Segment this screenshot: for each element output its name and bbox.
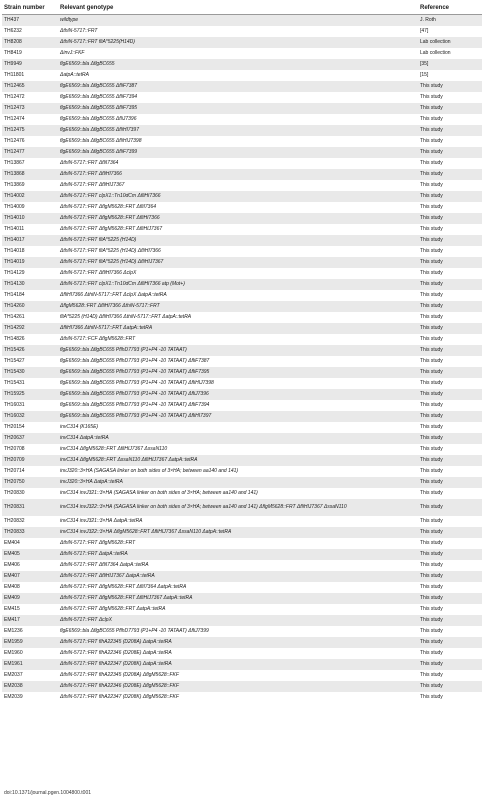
genotype-cell: invC314 invJ321::3×HA (SAGASA linker on both sides of 3×HA; between aa140 and 141)	[58, 488, 418, 499]
genotype-cell: invJ320::3×HA ΔatpA::tetRA	[58, 477, 418, 488]
table-row	[2, 235, 482, 246]
genotype-cell: invC314 (K165E)	[58, 422, 418, 433]
strain-number-cell: TH20750	[2, 477, 58, 488]
reference-cell: [47]	[418, 26, 482, 37]
table-row	[2, 670, 482, 681]
genotype-cell: ΔthiN-5717::FRT ΔfliHI7366 ΔclpX	[58, 268, 418, 279]
reference-cell: This study	[418, 692, 482, 703]
table-row	[2, 389, 482, 400]
reference-cell: This study	[418, 466, 482, 477]
genotype-cell: ΔthiN-5717::FRT ΔfliI7364	[58, 158, 418, 169]
table-body	[2, 15, 482, 703]
genotype-cell: invC314 invJ321::3×HA ΔatpA::tetRA	[58, 516, 418, 527]
reference-cell: This study	[418, 560, 482, 571]
strain-number-cell: EM1959	[2, 637, 58, 648]
table-row	[2, 37, 482, 48]
genotype-cell: invC314 invJ322::3×HA ΔflgM5628::FRT ΔfliHIJ7367 ΔssaN110 ΔatpA::tetRA	[58, 527, 418, 538]
strain-number-cell: TH15426	[2, 345, 58, 356]
strain-number-cell: TH11801	[2, 70, 58, 81]
table-row	[2, 378, 482, 389]
genotype-cell: flgE6569::bla ΔflgBC655 PflhD7793 (P1+P4 -10 TATAAT) ΔfliJ7396	[58, 389, 418, 400]
table-row	[2, 169, 482, 180]
reference-cell: This study	[418, 191, 482, 202]
genotype-cell: ΔinvJ::FKF	[58, 48, 418, 59]
reference-cell: This study	[418, 681, 482, 692]
reference-cell: This study	[418, 648, 482, 659]
strain-number-cell: TH14009	[2, 202, 58, 213]
strain-number-cell: EM409	[2, 593, 58, 604]
strain-number-cell: TH14129	[2, 268, 58, 279]
reference-cell: This study	[418, 224, 482, 235]
genotype-cell: ΔthiN-5717::FRT ΔfliHIJ7367	[58, 180, 418, 191]
reference-cell: This study	[418, 114, 482, 125]
genotype-cell: wildtype	[58, 15, 418, 26]
reference-cell: This study	[418, 444, 482, 455]
reference-cell: Lab collection	[418, 37, 482, 48]
reference-cell: This study	[418, 279, 482, 290]
genotype-cell: flgE6569::bla ΔflgBC655 ΔfliHIJ7398	[58, 136, 418, 147]
reference-cell: This study	[418, 615, 482, 626]
genotype-cell: ΔthiN-5717::FRT ΔflgM5628::FRT ΔfliI7364	[58, 202, 418, 213]
genotype-cell: flgE6569::bla ΔflgBC655 PflhD7793 (P1+P4 -10 TATAAT)	[58, 345, 418, 356]
reference-cell: This study	[418, 136, 482, 147]
reference-cell: This study	[418, 604, 482, 615]
genotype-cell: flgE6569::bla ΔflgBC655 PflhD7793 (P1+P4 -10 TATAAT) ΔfliF7395	[58, 367, 418, 378]
table-row	[2, 367, 482, 378]
genotype-cell: flgE6569::bla ΔflgBC655 ΔfliF7395	[58, 103, 418, 114]
reference-cell: Lab collection	[418, 48, 482, 59]
strain-number-cell: TH14019	[2, 257, 58, 268]
genotype-cell: flgE6569::bla ΔflgBC655	[58, 59, 418, 70]
header-strain-number: Strain number	[2, 2, 58, 15]
reference-cell: This study	[418, 268, 482, 279]
genotype-cell: flgE6569::bla ΔflgBC655 PflhD7793 (P1+P4 -10 TATAAT) ΔfliHIJ7398	[58, 378, 418, 389]
strain-number-cell: EM2038	[2, 681, 58, 692]
genotype-cell: ΔatpA::tetRA	[58, 70, 418, 81]
genotype-cell: ΔthiN-5717::FRT flhA22345 (D208A) ΔflgM5628::FKF	[58, 670, 418, 681]
strain-number-cell: TH8208	[2, 37, 58, 48]
reference-cell: This study	[418, 538, 482, 549]
strain-number-cell: EM417	[2, 615, 58, 626]
genotype-cell: ΔthiN-5717::FRT ΔflgM5628::FRT ΔatpA::tetRA	[58, 604, 418, 615]
strain-number-cell: TH14010	[2, 213, 58, 224]
strain-number-cell: TH15430	[2, 367, 58, 378]
strain-number-cell: TH16032	[2, 411, 58, 422]
table-row	[2, 323, 482, 334]
table-row	[2, 455, 482, 466]
table-row	[2, 615, 482, 626]
table-row	[2, 136, 482, 147]
strain-number-cell: TH20709	[2, 455, 58, 466]
genotype-cell: ΔthiN-5717::FRT ΔflgM5628::FRT	[58, 538, 418, 549]
strain-number-cell: TH12475	[2, 125, 58, 136]
reference-cell: This study	[418, 516, 482, 527]
table-row	[2, 400, 482, 411]
strain-number-cell: TH9949	[2, 59, 58, 70]
genotype-cell: ΔthiN-5717::FRT ΔflgM5628::FRT ΔfliI7364 ΔatpA::tetRA	[58, 582, 418, 593]
genotype-cell: invC314 ΔatpA::tetRA	[58, 433, 418, 444]
genotype-cell: ΔthiN-5717::FRT flhA22347 (D208K) ΔflgM5628::FKF	[58, 692, 418, 703]
strain-number-cell: EM2037	[2, 670, 58, 681]
strain-number-cell: TH15925	[2, 389, 58, 400]
strain-number-cell: TH14260	[2, 301, 58, 312]
reference-cell: This study	[418, 378, 482, 389]
strain-number-cell: TH14261	[2, 312, 58, 323]
table-row	[2, 538, 482, 549]
table-row	[2, 549, 482, 560]
table-row	[2, 637, 482, 648]
reference-cell: This study	[418, 356, 482, 367]
table-row	[2, 92, 482, 103]
reference-cell: This study	[418, 433, 482, 444]
genotype-cell: ΔflgM5628::FRT ΔfliHI7366 ΔthiN-5717::FRT	[58, 301, 418, 312]
genotype-cell: ΔthiN-5717::FRT clpX1::Tn10dCm ΔfliHI7366 atp (Mot+)	[58, 279, 418, 290]
reference-cell: This study	[418, 169, 482, 180]
genotype-cell: flgE6569::bla ΔflgBC655 PflhD7793 (P1+P4 -10 TATAAT) ΔfliF7387	[58, 356, 418, 367]
reference-cell: This study	[418, 389, 482, 400]
genotype-cell: ΔthiN-5717::FRT ΔfliI7364 ΔatpA::tetRA	[58, 560, 418, 571]
genotype-cell: ΔfliHI7366 ΔthiN-5717::FRT ΔatpA::tetRA	[58, 323, 418, 334]
reference-cell: This study	[418, 125, 482, 136]
reference-cell: This study	[418, 92, 482, 103]
genotype-cell: ΔthiN-5717::FRT ΔclpX	[58, 615, 418, 626]
reference-cell: This study	[418, 235, 482, 246]
table-row	[2, 191, 482, 202]
table-row	[2, 202, 482, 213]
strain-number-cell: TH15431	[2, 378, 58, 389]
reference-cell: This study	[418, 257, 482, 268]
table-row	[2, 246, 482, 257]
genotype-cell: invC314 ΔflgM5628::FRT ΔfliHIJ7367 ΔssaN110	[58, 444, 418, 455]
genotype-cell: ΔthiN-5717::FRT fliA*5225 (H14D) ΔfliHI7366	[58, 246, 418, 257]
reference-cell: This study	[418, 400, 482, 411]
genotype-cell: ΔthiN-5717::FRT flhA22347 (D208K) ΔatpA::tetRA	[58, 659, 418, 670]
strain-number-cell: TH8419	[2, 48, 58, 59]
reference-cell: This study	[418, 246, 482, 257]
table-row	[2, 81, 482, 92]
genotype-cell: flgE6569::bla ΔflgBC655 PflhD7793 (P1+P4 -10 TATAAT) ΔfliHI7397	[58, 411, 418, 422]
strain-number-cell: TH14292	[2, 323, 58, 334]
table-row	[2, 681, 482, 692]
table-row	[2, 433, 482, 444]
strain-number-cell: EM405	[2, 549, 58, 560]
strain-number-cell: TH16031	[2, 400, 58, 411]
genotype-cell: flgE6569::bla ΔflgBC655 ΔfliF7399	[58, 147, 418, 158]
strain-number-cell: TH14002	[2, 191, 58, 202]
table-row	[2, 477, 482, 488]
doi-footnote: doi:10.1371/journal.pgen.1004800.t001	[4, 790, 92, 796]
strain-number-cell: TH437	[2, 15, 58, 26]
genotype-cell: flgE6569::bla ΔflgBC655 ΔfliF7387	[58, 81, 418, 92]
strain-number-cell: TH20833	[2, 527, 58, 538]
table-row	[2, 158, 482, 169]
genotype-cell: invJ320::3×HA (SAGASA linker on both sides of 3×HA; between aa140 and 141)	[58, 466, 418, 477]
strain-number-cell: TH15427	[2, 356, 58, 367]
genotype-cell: ΔthiN-5717::FRT ΔflgM5628::FRT ΔfliHIJ7367	[58, 224, 418, 235]
table-row	[2, 59, 482, 70]
table-row	[2, 345, 482, 356]
reference-cell: This study	[418, 323, 482, 334]
table-row	[2, 411, 482, 422]
genotype-cell: fliA*5225 (H14D) ΔfliHI7366 ΔthiN-5717::FRT ΔatpA::tetRA	[58, 312, 418, 323]
reference-cell: This study	[418, 571, 482, 582]
strain-number-cell: TH20637	[2, 433, 58, 444]
table-row	[2, 70, 482, 81]
strain-number-cell: TH12476	[2, 136, 58, 147]
table-row	[2, 604, 482, 615]
reference-cell: [35]	[418, 59, 482, 70]
strain-number-cell: EM1961	[2, 659, 58, 670]
table-row	[2, 48, 482, 59]
strain-number-cell: TH20832	[2, 516, 58, 527]
reference-cell: This study	[418, 411, 482, 422]
strain-number-cell: EM407	[2, 571, 58, 582]
strain-number-cell: TH12472	[2, 92, 58, 103]
strain-number-cell: TH20714	[2, 466, 58, 477]
table-row	[2, 103, 482, 114]
table-header	[2, 2, 482, 15]
strain-number-cell: TH14130	[2, 279, 58, 290]
genotype-cell: flgE6569::bla ΔflgBC655 PflhD7793 (P1+P4 -10 TATAAT) ΔfliJ7399	[58, 626, 418, 637]
strain-number-cell: TH14017	[2, 235, 58, 246]
table-row	[2, 356, 482, 367]
table-row	[2, 15, 482, 26]
genotype-cell: flgE6569::bla ΔflgBC655 ΔfliF7394	[58, 92, 418, 103]
table-row	[2, 648, 482, 659]
genotype-cell: ΔthiN-5717::FRT fliA*5225 (H14D)	[58, 235, 418, 246]
reference-cell: This study	[418, 147, 482, 158]
table-row	[2, 626, 482, 637]
table-row	[2, 582, 482, 593]
genotype-cell: invC314 ΔflgM5628::FRT ΔssaN110 ΔfliHIJ7367 ΔatpA::tetRA	[58, 455, 418, 466]
reference-cell: This study	[418, 158, 482, 169]
reference-cell: J. Roth	[418, 15, 482, 26]
reference-cell: [15]	[418, 70, 482, 81]
table-row	[2, 560, 482, 571]
reference-cell: This study	[418, 499, 482, 516]
table-row	[2, 301, 482, 312]
reference-cell: This study	[418, 367, 482, 378]
reference-cell: This study	[418, 637, 482, 648]
reference-cell: This study	[418, 301, 482, 312]
genotype-cell: invC314 invJ322::3×HA (SAGASA linker on both sides of 3×HA; between aa140 and 141) ΔflgM5628::FRT ΔfliHIJ7367 ΔssaN110	[58, 499, 418, 516]
table-row	[2, 268, 482, 279]
genotype-cell: ΔthiN-5717::FRT fliA*5225 (H14D) ΔfliHIJ7367	[58, 257, 418, 268]
header-reference: Reference	[418, 2, 482, 15]
reference-cell: This study	[418, 422, 482, 433]
strain-number-cell: EM1960	[2, 648, 58, 659]
genotype-cell: ΔthiN-5717::FRT ΔfliHI7366	[58, 169, 418, 180]
table-row	[2, 125, 482, 136]
strain-number-cell: EM406	[2, 560, 58, 571]
reference-cell: This study	[418, 455, 482, 466]
strain-number-cell: TH14826	[2, 334, 58, 345]
strain-number-cell: EM404	[2, 538, 58, 549]
reference-cell: This study	[418, 180, 482, 191]
genotype-cell: ΔfliHI7366 ΔthiN-5717::FRT ΔclpX ΔatpA::tetRA	[58, 290, 418, 301]
strain-number-cell: EM408	[2, 582, 58, 593]
strain-number-cell: TH6232	[2, 26, 58, 37]
genotype-cell: ΔthiN-5717::FRT ΔflgM5628::FRT ΔfliHIJ7367 ΔatpA::tetRA	[58, 593, 418, 604]
reference-cell: This study	[418, 290, 482, 301]
reference-cell: This study	[418, 582, 482, 593]
strain-number-cell: TH13867	[2, 158, 58, 169]
table-row	[2, 334, 482, 345]
table-row	[2, 659, 482, 670]
reference-cell: This study	[418, 593, 482, 604]
table-row	[2, 571, 482, 582]
reference-cell: This study	[418, 334, 482, 345]
genotype-cell: ΔthiN-5717::FRT clpX1::Tn10dCm ΔfliHI7366	[58, 191, 418, 202]
table-row	[2, 488, 482, 499]
strain-number-cell: TH12473	[2, 103, 58, 114]
strain-number-cell: TH12477	[2, 147, 58, 158]
genotype-cell: ΔthiN-5717::FRT	[58, 26, 418, 37]
strain-number-cell: TH20708	[2, 444, 58, 455]
table-row	[2, 593, 482, 604]
table-row	[2, 692, 482, 703]
table-row	[2, 444, 482, 455]
strain-number-cell: EM1236	[2, 626, 58, 637]
table-row	[2, 527, 482, 538]
genotype-cell: ΔthiN-5717::FRT fliA*5225(H14D)	[58, 37, 418, 48]
genotype-cell: ΔthiN-5717::FCF ΔflgM5628::FRT	[58, 334, 418, 345]
reference-cell: This study	[418, 81, 482, 92]
strain-number-cell: EM415	[2, 604, 58, 615]
strain-number-cell: TH20831	[2, 499, 58, 516]
reference-cell: This study	[418, 670, 482, 681]
strain-number-cell: TH14184	[2, 290, 58, 301]
reference-cell: This study	[418, 202, 482, 213]
strain-number-cell: TH14018	[2, 246, 58, 257]
strain-number-cell: TH13868	[2, 169, 58, 180]
genotype-cell: ΔthiN-5717::FRT flhA22346 (D208E) ΔflgM5628::FKF	[58, 681, 418, 692]
strain-number-cell: TH13869	[2, 180, 58, 191]
table-row	[2, 213, 482, 224]
strain-number-cell: EM2039	[2, 692, 58, 703]
reference-cell: This study	[418, 549, 482, 560]
table-row	[2, 180, 482, 191]
reference-cell: This study	[418, 213, 482, 224]
table-row	[2, 257, 482, 268]
strain-number-cell: TH14011	[2, 224, 58, 235]
strain-number-cell: TH12474	[2, 114, 58, 125]
table-row	[2, 147, 482, 158]
genotype-cell: ΔthiN-5717::FRT flhA22345 (D208A) ΔatpA::tetRA	[58, 637, 418, 648]
genotype-cell: ΔthiN-5717::FRT ΔatpA::tetRA	[58, 549, 418, 560]
table-row	[2, 290, 482, 301]
table-row	[2, 466, 482, 477]
table-row	[2, 312, 482, 323]
strain-table-container	[2, 2, 482, 703]
table-row	[2, 499, 482, 516]
genotype-cell: flgE6569::bla ΔflgBC655 ΔfliJ7396	[58, 114, 418, 125]
table-row	[2, 516, 482, 527]
strain-number-cell: TH12465	[2, 81, 58, 92]
reference-cell: This study	[418, 345, 482, 356]
reference-cell: This study	[418, 312, 482, 323]
table-row	[2, 114, 482, 125]
strain-number-cell: TH20830	[2, 488, 58, 499]
table-row	[2, 224, 482, 235]
strain-number-cell: TH20154	[2, 422, 58, 433]
table-row	[2, 279, 482, 290]
table-row	[2, 26, 482, 37]
header-relevant-genotype: Relevant genotype	[58, 2, 418, 15]
genotype-cell: ΔthiN-5717::FRT flhA22346 (D208E) ΔatpA::tetRA	[58, 648, 418, 659]
genotype-cell: flgE6569::bla ΔflgBC655 PflhD7793 (P1+P4 -10 TATAAT) ΔfliF7394	[58, 400, 418, 411]
table-row	[2, 422, 482, 433]
reference-cell: This study	[418, 477, 482, 488]
genotype-cell: ΔthiN-5717::FRT ΔflgM5628::FRT ΔfliHI7366	[58, 213, 418, 224]
strain-table	[2, 2, 482, 703]
genotype-cell: ΔthiN-5717::FRT ΔfliHIJ7367 ΔatpA::tetRA	[58, 571, 418, 582]
reference-cell: This study	[418, 527, 482, 538]
reference-cell: This study	[418, 103, 482, 114]
genotype-cell: flgE6569::bla ΔflgBC655 ΔfliHI7397	[58, 125, 418, 136]
reference-cell: This study	[418, 659, 482, 670]
reference-cell: This study	[418, 488, 482, 499]
reference-cell: This study	[418, 626, 482, 637]
